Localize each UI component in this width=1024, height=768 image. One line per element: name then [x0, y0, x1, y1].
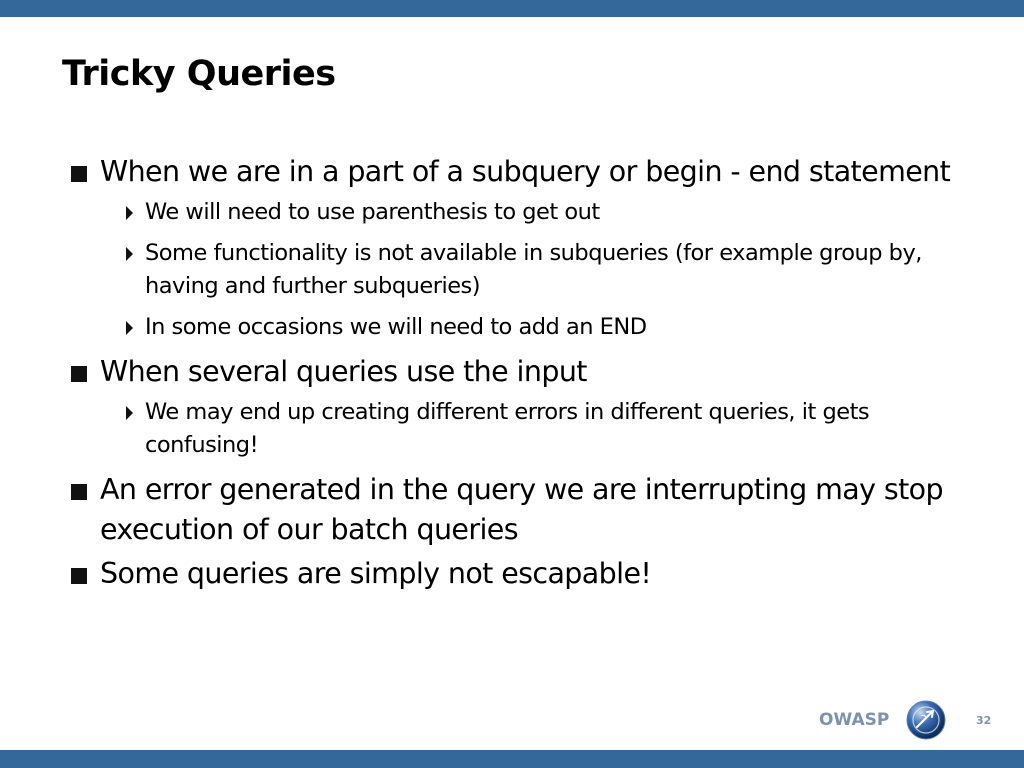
sub-bullet-text: We will need to use parenthesis to get out	[145, 199, 600, 225]
top-banner-bar	[0, 0, 1024, 17]
sub-bullet-text: In some occasions we will need to add an END	[145, 314, 647, 340]
footer-brand-text: OWASP	[819, 710, 890, 730]
square-bullet-icon	[71, 484, 87, 500]
owasp-wasp-logo-icon	[906, 700, 946, 740]
triangle-bullet-icon	[126, 406, 133, 420]
slide-title: Tricky Queries	[62, 54, 336, 94]
triangle-bullet-icon	[126, 321, 133, 335]
sub-bullet-item	[125, 311, 970, 344]
bottom-banner-bar	[0, 750, 1024, 768]
bullet-text: When we are in a part of a subquery or begin - end statement	[100, 155, 951, 188]
bullet-item-2	[70, 352, 970, 392]
bullet-item-1	[70, 152, 970, 192]
sub-bullet-item	[125, 237, 970, 303]
sub-bullet-item	[125, 396, 970, 462]
square-bullet-icon	[71, 568, 87, 584]
page-number: 32	[976, 714, 992, 727]
slide-content	[70, 152, 970, 598]
triangle-bullet-icon	[126, 247, 133, 261]
bullet-text: Some queries are simply not escapable!	[100, 557, 652, 590]
sub-list-1	[125, 196, 970, 344]
sub-bullet-text: Some functionality is not available in subqueries (for example group by, having and further subqueries)	[145, 240, 922, 299]
triangle-bullet-icon	[126, 206, 133, 220]
square-bullet-icon	[71, 366, 87, 382]
bullet-item-4	[70, 554, 970, 594]
square-bullet-icon	[71, 166, 87, 182]
sub-bullet-text: We may end up creating different errors in different queries, it gets confusing!	[145, 399, 870, 458]
sub-bullet-item	[125, 196, 970, 229]
bullet-item-3	[70, 470, 970, 550]
sub-list-2	[125, 396, 970, 462]
bullet-text: When several queries use the input	[100, 355, 587, 388]
bullet-text: An error generated in the query we are interrupting may stop execution of our batch queries	[100, 473, 943, 546]
